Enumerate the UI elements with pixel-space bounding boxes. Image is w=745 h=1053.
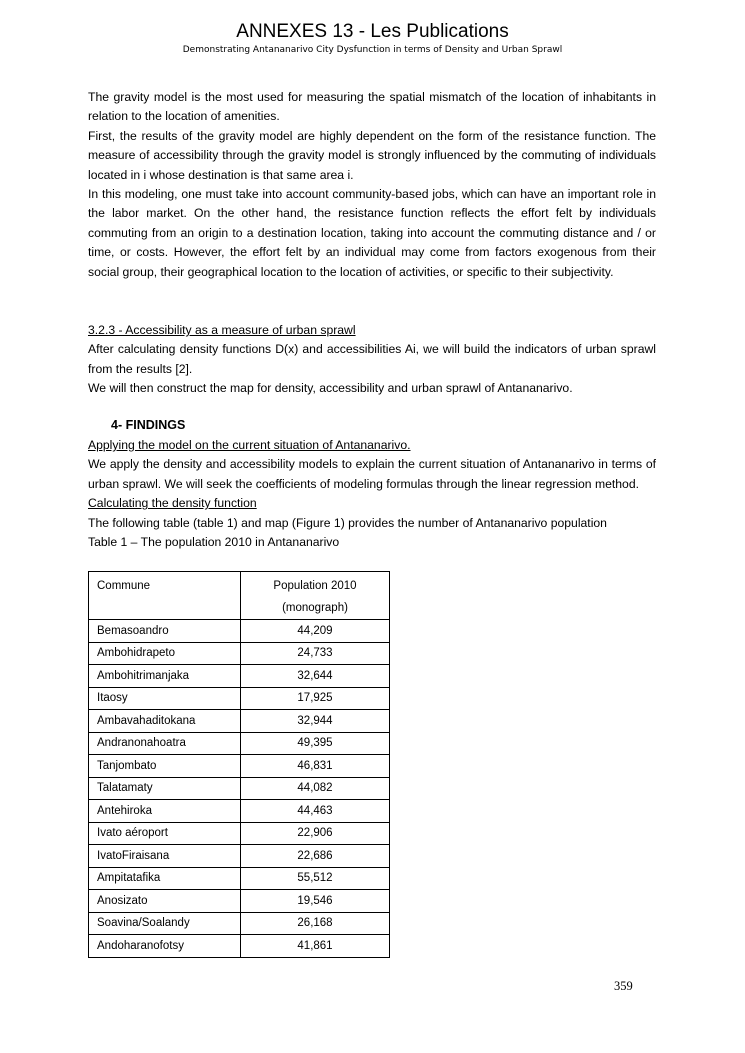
table-header-row [89,572,390,620]
table-row [89,665,390,688]
table-row [89,912,390,935]
table-row [89,777,390,800]
paragraph-models-apply: We apply the density and accessibility models to explain the current situation of Antananarivo in terms of urban sprawl. We will seek the coefficients of modeling formulas through the linear regression method. [88,457,656,491]
commune-cell: Ivato aéroport [89,822,241,845]
commune-cell: Anosizato [89,890,241,913]
population-cell: 41,861 [241,935,390,958]
paragraph-gravity-model: The gravity model is the most used for measuring the spatial mismatch of the location of inhabitants in relation to the location of amenities. [88,90,656,124]
table-row [89,890,390,913]
table-row [89,642,390,665]
table-row [89,732,390,755]
table-row [89,935,390,958]
table-row [89,755,390,778]
table-row [89,687,390,710]
commune-cell: Andoharanofotsy [89,935,241,958]
findings-subheading: Applying the model on the current situation of Antananarivo. [88,438,411,452]
header-population-line1: Population 2010 [273,580,357,592]
table-row [89,620,390,643]
intro-section [88,88,656,282]
population-cell: 44,463 [241,800,390,823]
header-population [241,572,390,620]
population-cell: 24,733 [241,642,390,665]
header-commune: Commune [89,572,241,620]
header-population-line2: (monograph) [282,602,348,614]
population-cell: 26,168 [241,912,390,935]
table-caption: Table 1 – The population 2010 in Antananarivo [88,535,340,550]
table-row [89,867,390,890]
population-cell: 22,686 [241,845,390,868]
population-cell: 17,925 [241,687,390,710]
table-row [89,822,390,845]
commune-cell: Talatamaty [89,777,241,800]
population-cell: 19,546 [241,890,390,913]
commune-cell: Ampitatafika [89,867,241,890]
commune-cell: Soavina/Soalandy [89,912,241,935]
commune-cell: Itaosy [89,687,241,710]
section-accessibility [88,321,656,399]
population-cell: 44,209 [241,620,390,643]
findings-section [88,436,656,552]
table-row [89,710,390,733]
paragraph-resistance-function: First, the results of the gravity model are highly dependent on the form of the resistance function. The measure of accessibility through the gravity model is strongly influenced by the commuting of individuals located in i whose destination is that same area i. [88,128,656,182]
paragraph-community-jobs: In this modeling, one must take into account community-based jobs, which can have an important role in the labor market. On the other hand, the resistance function reflects the effort felt by individuals commuting from an origin to a destination location, taking into account the commuting distance and / or time, or costs. However, the effort felt by an individual may come from factors exogenous from their social group, their geographical location to the location of activities, or specific to their subjectivity. [88,187,656,279]
commune-cell: Antehiroka [89,800,241,823]
section-heading-accessibility: 3.2.3 - Accessibility as a measure of urban sprawl [88,323,356,337]
commune-cell: Ambavahaditokana [89,710,241,733]
paragraph-table-intro: The following table (table 1) and map (Figure 1) provides the number of Antananarivo population [88,515,607,530]
paragraph-map-construction: We will then construct the map for density, accessibility and urban sprawl of Antananarivo. [88,381,573,396]
commune-cell: Tanjombato [89,755,241,778]
commune-cell: Andranonahoatra [89,732,241,755]
page-title: ANNEXES 13 - Les Publications [236,21,509,42]
population-cell: 32,644 [241,665,390,688]
commune-cell: Bemasoandro [89,620,241,643]
density-function-heading: Calculating the density function [88,496,257,511]
paragraph-density-functions: After calculating density functions D(x) and accessibilities Ai, we will build the indicators of urban sprawl from the results [2]. [88,342,656,376]
population-cell: 22,906 [241,822,390,845]
commune-cell: IvatoFiraisana [89,845,241,868]
population-cell: 32,944 [241,710,390,733]
commune-cell: Ambohitrimanjaka [89,665,241,688]
population-cell: 49,395 [241,732,390,755]
table-row [89,800,390,823]
page-subtitle: Demonstrating Antananarivo City Dysfunction in terms of Density and Urban Sprawl [182,45,563,55]
findings-heading: 4- FINDINGS [111,418,186,432]
commune-cell: Ambohidrapeto [89,642,241,665]
page-number: 359 [614,979,633,993]
population-cell: 46,831 [241,755,390,778]
table-row [89,845,390,868]
population-cell: 44,082 [241,777,390,800]
population-table [88,571,390,958]
population-cell: 55,512 [241,867,390,890]
